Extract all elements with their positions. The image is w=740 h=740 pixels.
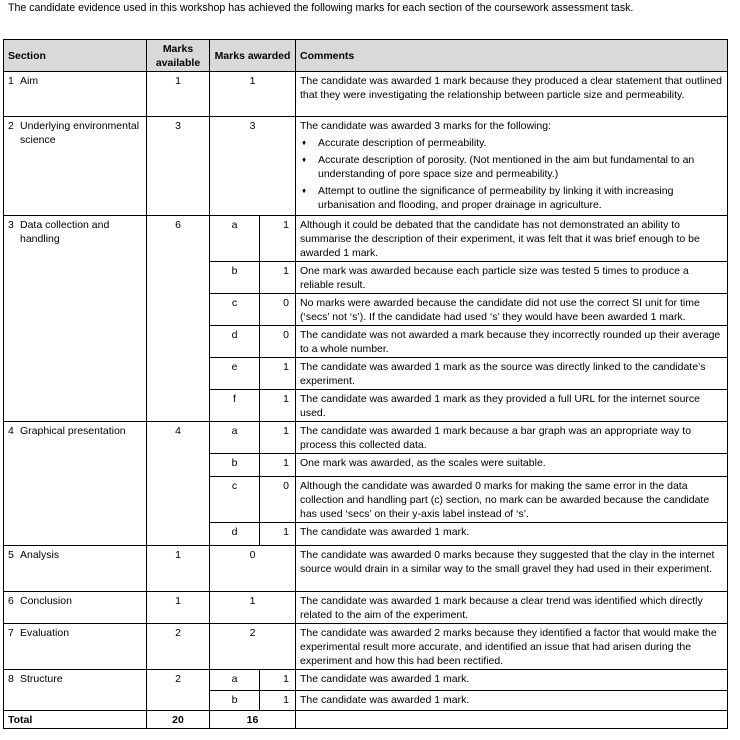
header-comments: Comments (296, 40, 728, 72)
section-name: Graphical presentation (20, 425, 126, 437)
section-number: 6 (8, 595, 14, 607)
section-number: 8 (8, 673, 14, 685)
marks-awarded: 1 (210, 72, 296, 117)
section-number: 5 (8, 549, 14, 561)
part-mark: 1 (260, 691, 296, 711)
part-label: a (210, 670, 260, 691)
marks-table-wrapper (3, 39, 728, 729)
table-row (4, 358, 728, 390)
bullet-item: ♦ Accurate description of permeability. (300, 136, 723, 150)
total-awarded: 16 (210, 711, 296, 729)
comment: The candidate was awarded 0 marks because they suggested that the clay in the internet source would drain in a similar way to the small gravel they had used in their experiment. (296, 546, 728, 592)
comment: One mark was awarded because each particle size was tested 5 times to produce a reliable result. (296, 262, 728, 294)
marks-available: 2 (147, 670, 210, 711)
comment: The candidate was awarded 1 mark as the source was directly linked to the candidate’s experiment. (296, 358, 728, 390)
section-cell (4, 592, 147, 624)
marks-available: 6 (147, 216, 210, 358)
part-mark: 0 (260, 294, 296, 326)
part-label: b (210, 454, 260, 477)
part-label: c (210, 294, 260, 326)
marks-awarded: 3 (210, 117, 296, 216)
bullet-item: ♦ Accurate description of porosity. (Not mentioned in the aim but fundamental to an understanding of pore space size and permeability.) (300, 153, 723, 181)
section-name: Conclusion (20, 595, 72, 607)
bullet-list (300, 136, 723, 212)
section-cell (4, 72, 147, 117)
marks-available-continued (147, 358, 210, 422)
part-label: e (210, 358, 260, 390)
table-row (4, 117, 728, 216)
marks-available: 1 (147, 592, 210, 624)
table-row (4, 546, 728, 592)
comment: Although the candidate was awarded 0 marks for making the same error in the data collection and handling part (c) section, no mark can be awarded because the candidate has used ‘secs’ on their y-axis label instead of ‘s’. (296, 477, 728, 523)
comment: The candidate was awarded 1 mark. (296, 691, 728, 711)
part-mark: 1 (260, 422, 296, 454)
section-cell (4, 546, 147, 592)
marks-table (3, 39, 728, 729)
comment (296, 117, 728, 216)
total-available: 20 (147, 711, 210, 729)
marks-available: 3 (147, 117, 210, 216)
marks-awarded: 0 (210, 546, 296, 592)
total-comment (296, 711, 728, 729)
comment: The candidate was awarded 1 mark because a bar graph was an appropriate way to process this collected data. (296, 422, 728, 454)
section-name: Structure (20, 673, 63, 685)
section-cell-continued (4, 358, 147, 422)
part-label: b (210, 691, 260, 711)
part-mark: 0 (260, 477, 296, 523)
total-label: Total (4, 711, 147, 729)
part-label: d (210, 326, 260, 358)
section-cell (4, 670, 147, 711)
part-label: a (210, 422, 260, 454)
section-number: 4 (8, 425, 14, 437)
part-label: a (210, 216, 260, 262)
section-name: Evaluation (20, 627, 70, 639)
header-marks-available: Marks available (147, 40, 210, 72)
comment: The candidate was awarded 1 mark because they produced a clear statement that outlined that they were investigating the relationship between particle size and permeability. (296, 72, 728, 117)
comment: No marks were awarded because the candidate did not use the correct SI unit for time (‘secs’ not ‘s’). If the candidate had used ‘s’ they would have been awarded 1 mark. (296, 294, 728, 326)
comment: The candidate was awarded 2 marks because they identified a factor that would make the experimental result more accurate, and identified an issue that had arisen during the experiment and how this had been rectified. (296, 624, 728, 670)
section-cell (4, 422, 147, 546)
section-cell (4, 216, 147, 358)
header-row (4, 40, 728, 72)
marks-available: 1 (147, 546, 210, 592)
part-mark: 1 (260, 670, 296, 691)
table-row (4, 422, 728, 454)
part-mark: 1 (260, 390, 296, 422)
marks-awarded: 1 (210, 592, 296, 624)
section-name: Analysis (20, 549, 60, 561)
comment: The candidate was awarded 1 mark. (296, 670, 728, 691)
table-row (4, 592, 728, 624)
part-label: d (210, 523, 260, 546)
part-mark: 0 (260, 326, 296, 358)
table-row (4, 216, 728, 262)
comment: The candidate was not awarded a mark because they incorrectly rounded up their average to a whole number. (296, 326, 728, 358)
bullet-item: ♦ Attempt to outline the significance of permeability by linking it with increasing urbanisation and flooding, and proper drainage in agriculture. (300, 184, 723, 212)
comment-intro: The candidate was awarded 3 marks for the following: (300, 120, 551, 132)
header-section: Section (4, 40, 147, 72)
section-name: Aim (20, 75, 39, 87)
section-cell (4, 624, 147, 670)
comment: The candidate was awarded 1 mark. (296, 523, 728, 546)
section-number: 2 (8, 120, 14, 132)
table-row (4, 72, 728, 117)
part-mark: 1 (260, 523, 296, 546)
table-row (4, 670, 728, 691)
section-number: 1 (8, 75, 14, 87)
table-row (4, 624, 728, 670)
comment: One mark was awarded, as the scales were suitable. (296, 454, 728, 477)
marks-awarded: 2 (210, 624, 296, 670)
intro-text: The candidate evidence used in this workshop has achieved the following marks for each section of the coursework assessment task. (8, 2, 634, 14)
part-mark: 1 (260, 454, 296, 477)
comment: The candidate was awarded 1 mark as they provided a full URL for the internet source used. (296, 390, 728, 422)
section-name: Underlying environmental science (20, 120, 140, 146)
section-number: 3 (8, 219, 14, 231)
comment: The candidate was awarded 1 mark because a clear trend was identified which directly related to the aim of the experiment. (296, 592, 728, 624)
marks-available: 1 (147, 72, 210, 117)
comment: Although it could be debated that the candidate has not demonstrated an ability to summarise the description of their experiment, it was felt that it was brief enough to be awarded 1 mark. (296, 216, 728, 262)
section-number: 7 (8, 627, 14, 639)
section-name: Data collection and handling (20, 219, 110, 245)
part-label: b (210, 262, 260, 294)
section-cell (4, 117, 147, 216)
marks-available: 2 (147, 624, 210, 670)
part-mark: 1 (260, 358, 296, 390)
part-label: f (210, 390, 260, 422)
part-mark: 1 (260, 216, 296, 262)
part-label: c (210, 477, 260, 523)
header-marks-awarded: Marks awarded (210, 40, 296, 72)
total-row (4, 711, 728, 729)
part-mark: 1 (260, 262, 296, 294)
marks-available: 4 (147, 422, 210, 546)
